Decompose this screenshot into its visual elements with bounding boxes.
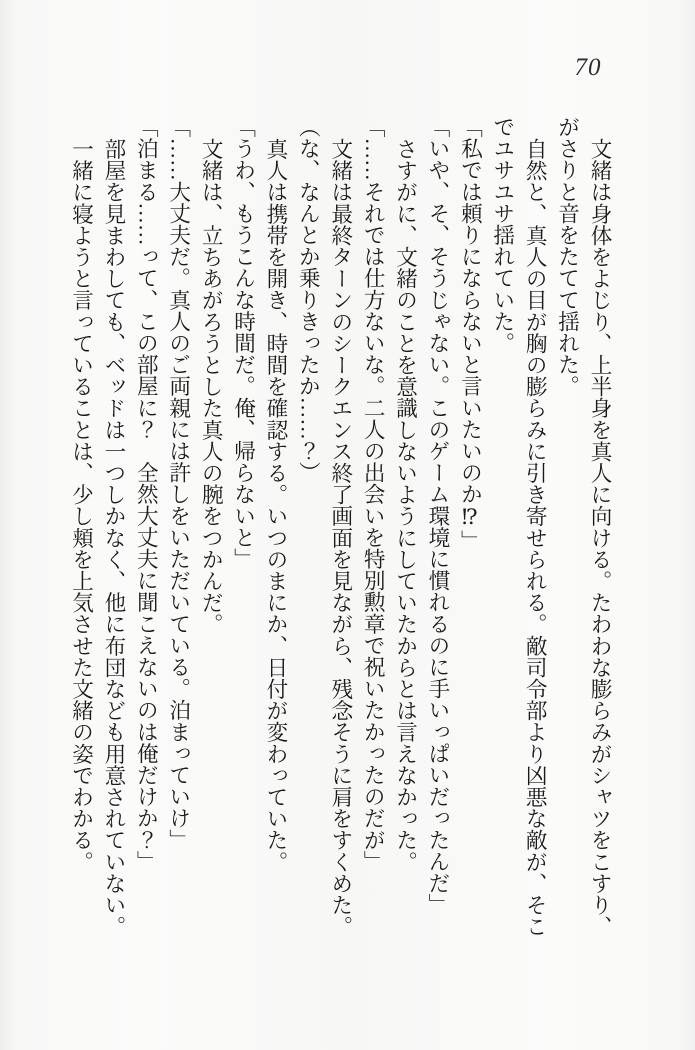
paragraph-6: 「……それでは仕方ないな。二人の出会いを特別勲章で祝いたかったのだが」: [361, 116, 386, 872]
paragraph-12: 「……大丈夫だ。真人のご両親には許しをいただいている。泊まっていけ」: [166, 116, 191, 851]
paragraph-5: さすがに、文緒のことを意識しないようにしていたからとは言えなかった。: [393, 137, 418, 872]
paragraph-1: 文緒は身体をよじり、上半身を真人に向ける。たわわな膨らみがシャツをこすり、がさりと音をたてて揺れた。: [555, 116, 612, 937]
paragraph-3: 「私では頼りにならないと言いたいのか⁉」: [458, 116, 483, 552]
paragraph-15: 一緒に寝ようと言っていることは、少し頬を上気させた文緒の姿でわかる。: [69, 137, 94, 872]
paragraph-14: 部屋を見まわしても、ベッドは一つしかなく、他に布団なども用意されていない。: [101, 137, 126, 937]
paragraph-2: 自然と、真人の目が胸の膨らみに引き寄せられる。敵司令部より凶悪な敵が、そこでユサユサ揺れていた。: [490, 116, 548, 937]
paragraph-11: 文緒は、立ちあがろうとした真人の腕をつかんだ。: [199, 137, 224, 635]
page-number: 70: [574, 54, 602, 81]
paragraph-13: 「泊まる……って、この部屋に？ 全然大丈夫に聞こえないのは俺だけか？」: [134, 116, 159, 872]
paragraph-8: （な、なんとか乗りきったか……？）: [296, 116, 321, 484]
paragraph-4: 「いや、そ、そうじゃない。このゲーム環境に慣れるのに手いっぱいだったんだ」: [425, 116, 450, 916]
text-body: [64, 116, 616, 938]
paragraph-9: 真人は携帯を開き、時間を確認する。いつのまにか、日付が変わっていた。: [263, 137, 288, 872]
paragraph-7: 文緒は最終ターンのシークエンス終了画面を見ながら、残念そうに肩をすくめた。: [328, 137, 353, 937]
paragraph-10: 「うわ、もうこんな時間だ。俺、帰らないと」: [231, 116, 256, 570]
